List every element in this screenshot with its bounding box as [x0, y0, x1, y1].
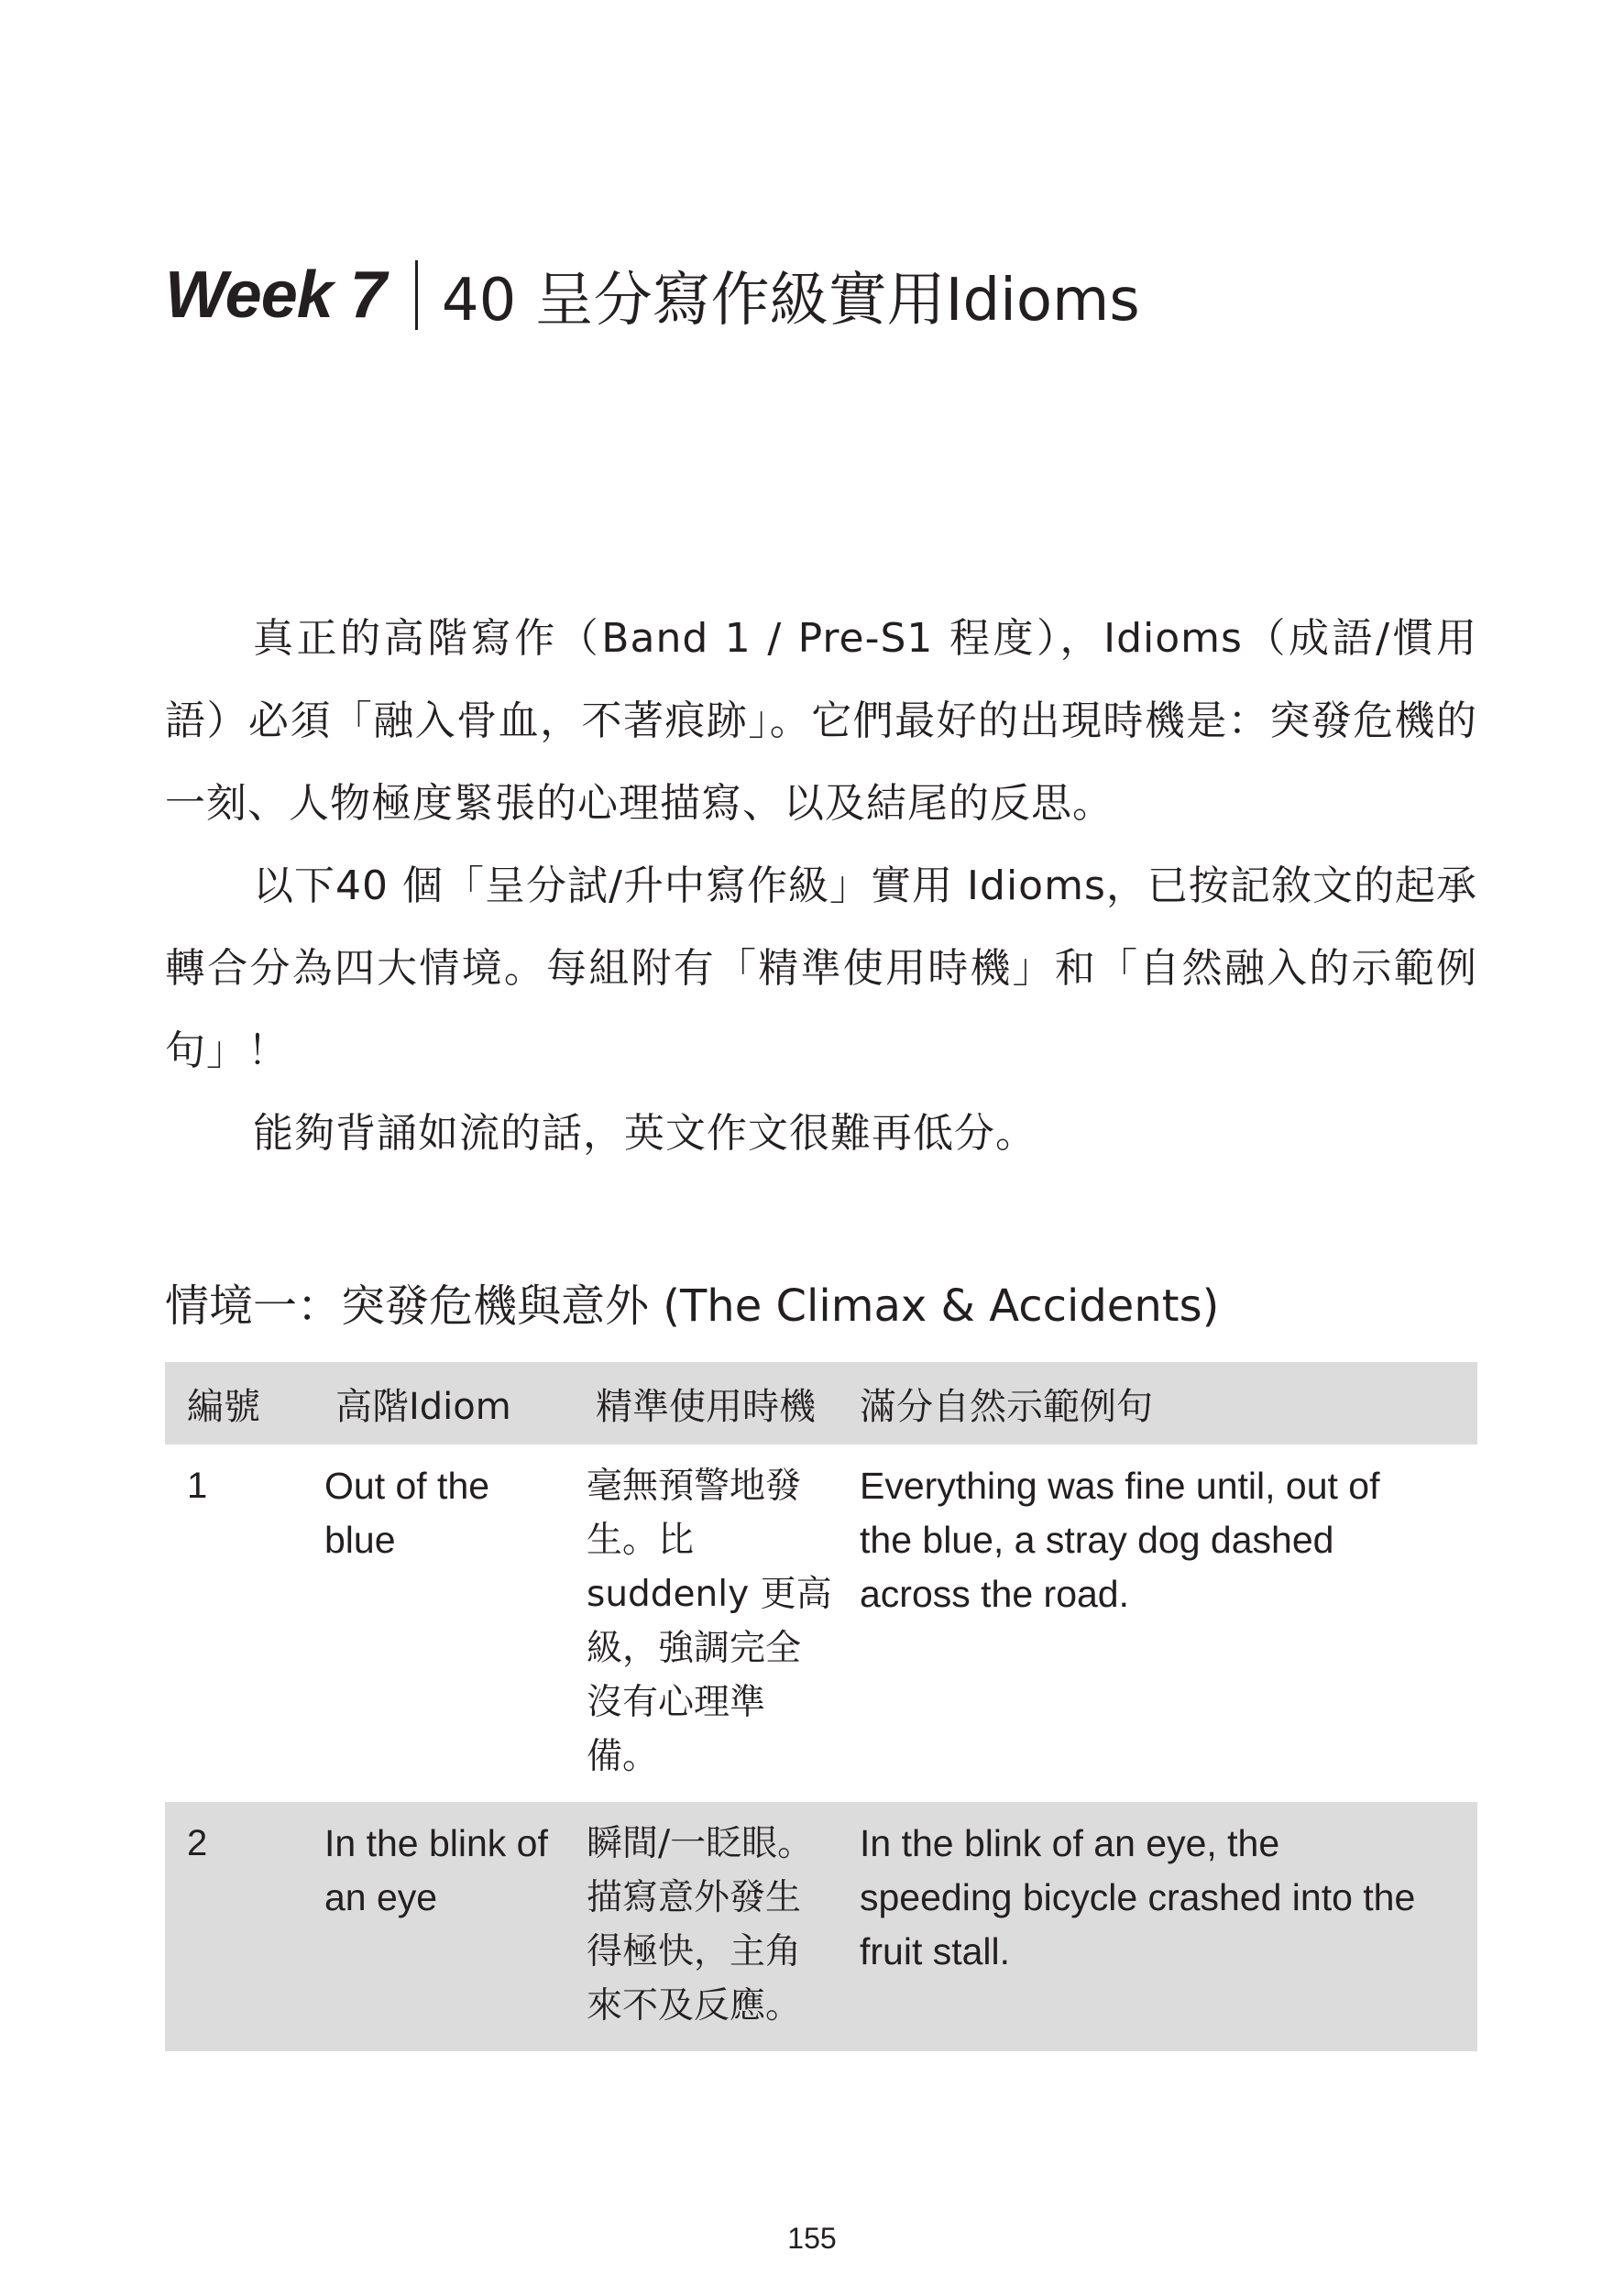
header-usage: 精準使用時機	[596, 1385, 816, 1428]
title-divider	[415, 260, 418, 330]
intro-text	[165, 598, 1477, 1175]
row-idiom: In the blink of an eye	[324, 1822, 548, 1918]
header-example: 滿分自然示範例句	[860, 1385, 1153, 1428]
page-title	[165, 249, 1140, 341]
row-idiom: Out of the blue	[324, 1465, 490, 1561]
row-usage: 毫無預警地發生。比 suddenly 更高級，強調完全沒有心理準備。	[587, 1466, 832, 1777]
row-example: In the blink of an eye, the speeding bicycle crashed into the fruit stall.	[860, 1822, 1416, 1972]
idioms-table	[165, 1362, 1477, 2051]
header-number: 編號	[187, 1385, 260, 1428]
page-number: 155	[787, 2222, 837, 2255]
row-number: 1	[187, 1466, 208, 1506]
intro-paragraph: 真正的高階寫作（Band 1 / Pre-S1 程度），Idioms（成語/慣用語）必須「融入骨血，不著痕跡」。它們最好的出現時機是：突發危機的一刻、人物極度緊張的心理描寫、以及結尾的反思。	[165, 615, 1477, 827]
row-number: 2	[187, 1823, 208, 1863]
row-usage: 瞬間/一眨眼。描寫意外發生得極快，主角來不及反應。	[587, 1823, 814, 2027]
table-row	[165, 1445, 1477, 1802]
header-idiom: 高階Idiom	[335, 1385, 511, 1428]
section-heading: 情境一：突發危機與意外 (The Climax & Accidents)	[165, 1280, 1220, 1332]
intro-paragraph: 能夠背誦如流的話，英文作文很難再低分。	[253, 1110, 1037, 1157]
row-example: Everything was fine until, out of the blue, a stray dog dashed across the road.	[860, 1465, 1380, 1615]
table-row	[165, 1802, 1477, 2051]
title-subtitle: 40 呈分寫作級實用Idioms	[441, 267, 1140, 335]
table-header-row	[165, 1362, 1477, 1445]
intro-paragraph: 以下40 個「呈分試/升中寫作級」實用 Idioms，已按記敘文的起承轉合分為四大情境。每組附有「精準使用時機」和「自然融入的示範例句」！	[165, 862, 1477, 1074]
week-label: Week 7	[165, 258, 386, 332]
